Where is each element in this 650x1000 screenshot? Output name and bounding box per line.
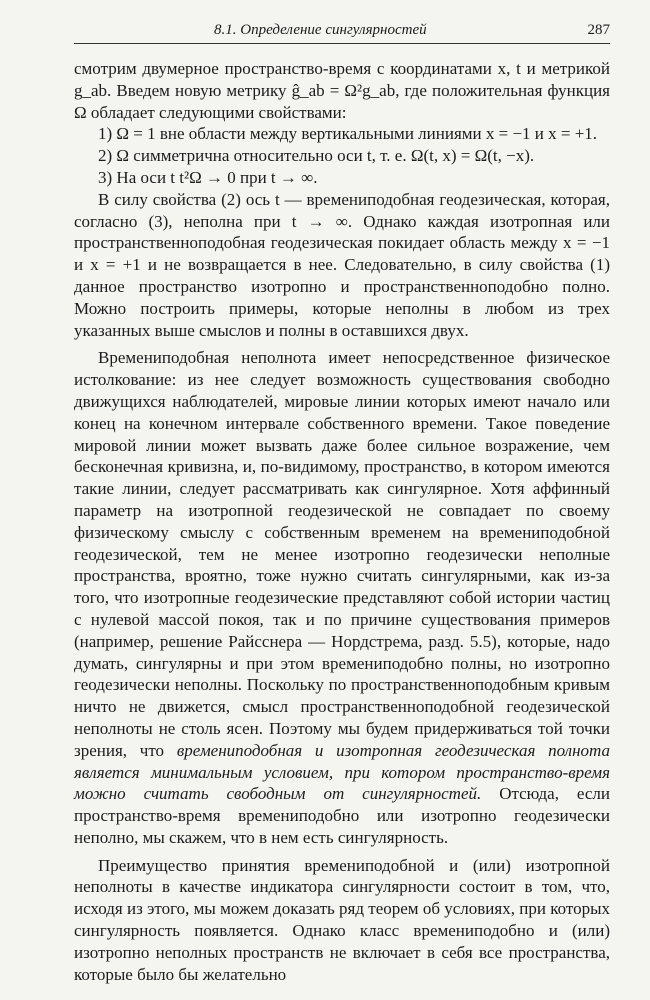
paragraph-text: Времениподобная неполнота имеет непосредственное физическое истолкование: из нее следует возможность существования свободно движущихся наблюдателей, мировые линии которых имеют начало или конец на конечном интервале собственного времени. Такое поведение мировой линии может вызвать даже более сильное возражение, чем бесконечная кривизна, и, по-видимому, пространство, в котором имеются такие линии, следует рассматривать как сингулярное. Хотя аффинный параметр на изотропной геодезической не совпадает по своему физическому смыслу с собственным временем на времениподобной геодезической, тем не менее изотропно геодезически неполные пространства, вроятно, тоже нужно считать сингулярными, как из-за того, что изотропные геодезические представляют собой истории частиц с нулевой массой покоя, так и по причине существования примеров (например, решение Райсснера — Нордстрема, разд. 5.5), которые, надо думать, сингулярны и при этом времениподобно полны, но изотропно геодезически неполны. Поскольку по пространственноподобным кривым ничто не движется, смысл пространственноподобной геодезической неполноты не столь ясен. Поэтому мы будем придерживаться той точки зрения, что [74, 348, 610, 760]
property-3: 3) На оси t t²Ω → 0 при t → ∞. [98, 167, 318, 187]
emphasized-definition: времениподобная и изотропная геодезическая полнота является минимальным условием, при котором пространство-время можно считать свободным от сингулярностей. [74, 740, 611, 804]
section-title: 8.1. Определение сингулярностей [214, 22, 427, 38]
paragraph-continuation: смотрим двумерное пространство-время с координатами x, t и метрикой g_ab. Введем новую метрику ĝ_ab = Ω²g_ab, где положительная функция Ω обладает следующими свойствами: [74, 59, 610, 122]
paragraph-advantage: Преимущество принятия времениподобной и (или) изотропной неполноты в качестве индикатора сингулярности состоит в том, что, исходя из этого, мы можем доказать ряд теорем об условиях, при которых сингулярность появляется. Однако класс времениподобно и (или) изотропно неполных пространств не включает в себя все пространства, которые было бы желательно [74, 855, 610, 984]
page-number: 287 [587, 22, 610, 38]
property-1: 1) Ω = 1 вне области между вертикальными линиями x = −1 и x = +1. [98, 124, 598, 144]
page-body [74, 58, 610, 985]
paragraph-timelike-incompleteness [74, 347, 610, 848]
paragraph-text-end: Отсюда, если пространство-время времениподобно или изотропно геодезически неполно, мы скажем, что в нем есть сингулярность. [74, 784, 611, 847]
running-header [74, 22, 610, 44]
paragraph-geodesic: В силу свойства (2) ось t — времениподобная геодезическая, которая, согласно (3), неполна при t → ∞. Однако каждая изотропная или пространственноподобная геодезическая покидает область между x = −1 и x = +1 и не возвращается в нее. Следовательно, в силу свойства (1) данное пространство изотропно и пространственноподобно полно. Можно построить примеры, которые неполны в любом из трех указанных выше смыслов и полны в оставшихся двух. [74, 189, 610, 340]
property-2: 2) Ω симметрична относительно оси t, т. е. Ω(t, x) = Ω(t, −x). [98, 146, 535, 166]
